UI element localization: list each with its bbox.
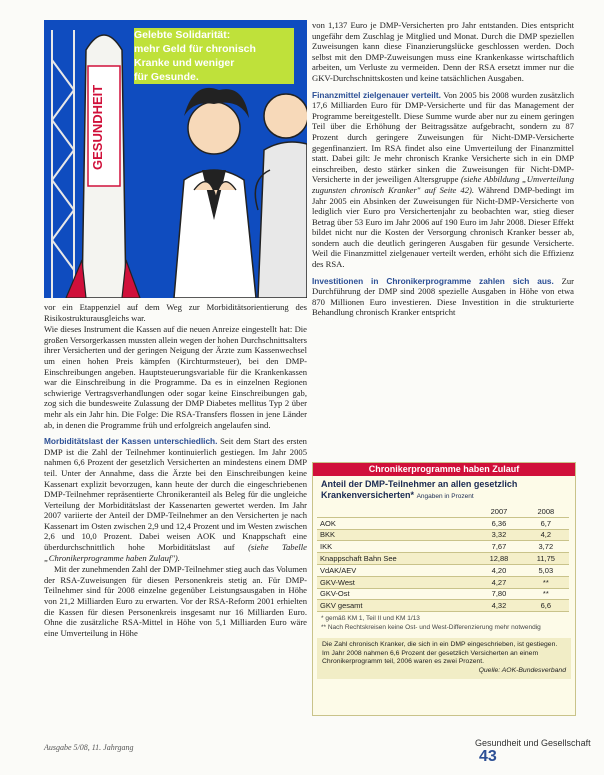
- value-2007: 3,32: [475, 529, 522, 541]
- cartoon-illustration: [44, 20, 307, 298]
- reference: (siehe Tabelle „Chronikerprogramme haben Zulauf").: [44, 542, 307, 563]
- left-column: [44, 302, 307, 639]
- value-2008: 4,2: [523, 529, 569, 541]
- value-2007: 4,20: [475, 564, 522, 576]
- paragraph: [312, 276, 574, 318]
- value-2008: 11,75: [523, 553, 569, 565]
- paragraph-text: Von 2005 bis 2008 wurden zusätzlich 17,6 Milliarden Euro für DMP-Versicherte und für das Management der Programme bereitgestellt. Diese Summe wurde aber nur zu einem geringen Teil über die Erhöhung der Beitragssätze aufgebracht, sondern zu 87 Prozent durch geringere Zuweisungen für Nicht-DMP-Versicherte gegenfinanziert. Im RSA findet also eine Umverteilung der Finanzmittel statt. Dabei gilt: Je mehr chronisch Kranke Versicherte sich in ein DMP einschreiben, desto stärker sinken die Zuweisungen für Nicht-DMP-Versicherte in der jeweiligen Altersgruppe: [312, 89, 574, 185]
- paragraph: vor ein Etappenziel auf dem Weg zur Morbiditätsorientierung des Risikostrukturausgleichs war.: [44, 302, 307, 323]
- dmp-table: [317, 506, 569, 612]
- row-label: GKV-West: [317, 576, 475, 588]
- row-label: BKK: [317, 529, 475, 541]
- note-text: Die Zahl chronisch Kranker, die sich in ein DMP eingeschrieben, ist gestiegen. Im Jahr 2008 nahmen 6,6 Prozent der gesetzlich Versicherten an einem Chronikerprogramm teil, 2006 waren es zwei Prozent.: [322, 641, 558, 666]
- dmp-table-box: [312, 462, 576, 716]
- footnote: ** Nach Rechtskreisen keine Ost- und West-Differenzierung mehr notwendig: [321, 623, 541, 631]
- value-2007: 6,36: [475, 517, 522, 529]
- value-2007: 7,67: [475, 541, 522, 553]
- row-label: VdAK/AEV: [317, 564, 475, 576]
- table-title: [313, 476, 575, 502]
- right-column: [312, 20, 574, 319]
- issue-info: Ausgabe 5/08, 11. Jahrgang: [44, 743, 134, 752]
- table-row: [317, 588, 569, 600]
- value-2008: **: [523, 576, 569, 588]
- paragraph: Mit der zunehmenden Zahl der DMP-Teilnehmer stieg auch das Volumen der RSA-Zuweisungen für diesen Personenkreis stetig an. Für DMP-Teilnehmer sind für 2008 einzelne gegenüber Leistungsausgaben in Höhe von 21,2 Milliarden Euro zu erwarten. Vor der RSA-Reform 2001 erhielten die Kassen für diesen Personenkreis insgesamt nur 16 Milliarden Euro. Ohne die zusätzliche RSA-Mittel in Höhe von 5,1 Milliarden Euro wäre eine Umverteilung in Höhe: [44, 564, 307, 638]
- table-row: [317, 541, 569, 553]
- table-corner: [317, 506, 475, 517]
- page-footer: [475, 738, 604, 766]
- footnote: * gemäß KM 1, Teil II und KM 1/13: [321, 615, 420, 623]
- table-row: [317, 517, 569, 529]
- table-row: [317, 600, 569, 612]
- banner-line: Kranke und weniger: [134, 56, 294, 70]
- value-2008: 3,72: [523, 541, 569, 553]
- reference: (siehe Abbildung „Umverteilung zugunsten chronisch Kranker" auf Seite 42).: [312, 174, 575, 195]
- table-header: Chronikerprogramme haben Zulauf: [313, 463, 575, 476]
- banner-line: mehr Geld für chronisch: [134, 42, 294, 56]
- paragraph: [44, 436, 307, 563]
- table-title-text: Anteil der DMP-Teilnehmer an allen gesetzlich Krankenversicherten*: [321, 479, 518, 500]
- illustration-banner: [134, 28, 294, 84]
- col-2007: 2007: [475, 506, 522, 517]
- page-number: 43: [479, 748, 497, 765]
- row-label: AOK: [317, 517, 475, 529]
- value-2007: 4,32: [475, 600, 522, 612]
- value-2008: **: [523, 588, 569, 600]
- table-row: [317, 576, 569, 588]
- table-unit: Angaben in Prozent: [416, 493, 474, 500]
- source: Quelle: AOK-Bundesverband: [478, 666, 566, 674]
- rocket-label: GESUNDHEIT: [90, 84, 105, 170]
- value-2007: 4,27: [475, 576, 522, 588]
- row-label: GKV-Ost: [317, 588, 475, 600]
- value-2007: 12,88: [475, 553, 522, 565]
- value-2008: 6,7: [523, 517, 569, 529]
- col-2008: 2008: [523, 506, 569, 517]
- run-in-heading: Finanzmittel zielgenauer verteilt.: [312, 89, 441, 100]
- table-row: [317, 564, 569, 576]
- paragraph-text: Seit dem Start des ersten DMP ist die Zahl der Teilnehmer kontinuierlich gestiegen. Im Jahr 2005 nahmen 6,6 Prozent der gesetzlich Versicherten an mindestens einem DMP teil. Unter der Annahme, dass die Ärzte bei den Einschreibungen keine Kassenart explizit bevorzugen, kann heute der durch die eingeschriebenen DMP-Teilnehmer repräsentierte Chronikeranteil als Beleg für die ungleiche Verteilung der Morbiditätslast der Kassenarten gewertet werden. Im Jahr 2007 variierte der Anteil der DMP-Teilnehmer an den Versicherten je nach Kassenart im Osten zwischen 2,9 und 12,4 Prozent und im Westen zwischen 2,6 und 10,0 Prozent. Dabei weisen AOK und Knappschaft eine überdurchschnittlich hohe Morbiditätslast auf: [44, 436, 307, 553]
- table-row: [317, 553, 569, 565]
- paragraph: Wie dieses Instrument die Kassen auf die neuen Anreize eingestellt hat: Die großen Versorgerkassen mussten allein wegen der hohen Durchschnittsalters ihrer Versicherten und der geringen Neigung der Ärzte zum Kassenwechsel um einen hohen Preis kämpfen (Kirchturmsteuer), bei den DMP-Einschreibungen angeben. Hauptsteuerungsvariable für die Krankenkassen war die Einschreibung in die Programme. Da es in einzelnen Regionen schwierige Vertragsverhandlungen oder sogar keine Einschreibungen gab, zog sich die bundesweite Zulassung der DMP Diabetes mellitus Typ 2 über mehr als ein Jahr hin. Die Folge: Die RSA-Transfers flossen in jene Länder ab, in denen die Programme früh und erfolgreich angelaufen sind.: [44, 324, 307, 430]
- run-in-heading: Morbiditätslast der Kassen unterschiedlich.: [44, 436, 218, 447]
- paragraph-text: Zur Durchführung der DMP sind 2008 spezielle Ausgaben in Höhe von etwa 870 Millionen Euro investieren. Diese Investition in die strukturierte Behandlung chronisch Kranker entspricht: [312, 275, 574, 318]
- paragraph-text: Während DMP-bedingt im Jahr 2005 ein Absinken der Zuweisungen für Nicht-DMP-Versicherte von lediglich vier Euro pro Versichertenjahr zu beobachten war, stieg dieser Betrag über 53 Euro im Jahr 2006 auf 190 Euro im Jahr 2008. Dieser Effekt bildet nicht nur die Kosten der Versorgung chronisch Kranker besser ab, sondern auch die deutlich geringeren Ausgaben für gesunde Versicherte. Weil die Finanzmittel zielgenauer verteilt werden, erhöht sich die Effizienz des RSA.: [312, 184, 575, 270]
- publication-name: Gesundheit und Gesellschaft: [475, 738, 591, 748]
- table-note: [317, 638, 571, 678]
- value-2008: 5,03: [523, 564, 569, 576]
- banner-line: Gelebte Solidarität:: [134, 28, 294, 42]
- value-2007: 7,80: [475, 588, 522, 600]
- run-in-heading: Investitionen in Chronikerprogramme zahlen sich aus.: [312, 275, 554, 286]
- table-footnotes: [313, 612, 575, 635]
- row-label: IKK: [317, 541, 475, 553]
- banner-line: für Gesunde.: [134, 70, 294, 84]
- value-2008: 6,6: [523, 600, 569, 612]
- paragraph: von 1,137 Euro je DMP-Versicherten pro Jahr entstanden. Dies entspricht ungefähr dem Zuschlag je Mitglied und Monat. Durch die DMP speziellen Zuweisungen kann diese Finanzierungslücke geschlossen werden. Doch selbst mit den DMP-Zuweisungen muss eine Krankenkasse wirtschaftlich arbeiten, um Verluste zu vermeiden. Denn der RSA ersetzt immer nur die GKV-Durchschnittskosten und keine tatsächlichen Ausgaben.: [312, 20, 574, 83]
- row-label: GKV gesamt: [317, 600, 475, 612]
- paragraph: [312, 90, 574, 270]
- row-label: Knappschaft Bahn See: [317, 553, 475, 565]
- table-header-row: [317, 506, 569, 517]
- table-row: [317, 529, 569, 541]
